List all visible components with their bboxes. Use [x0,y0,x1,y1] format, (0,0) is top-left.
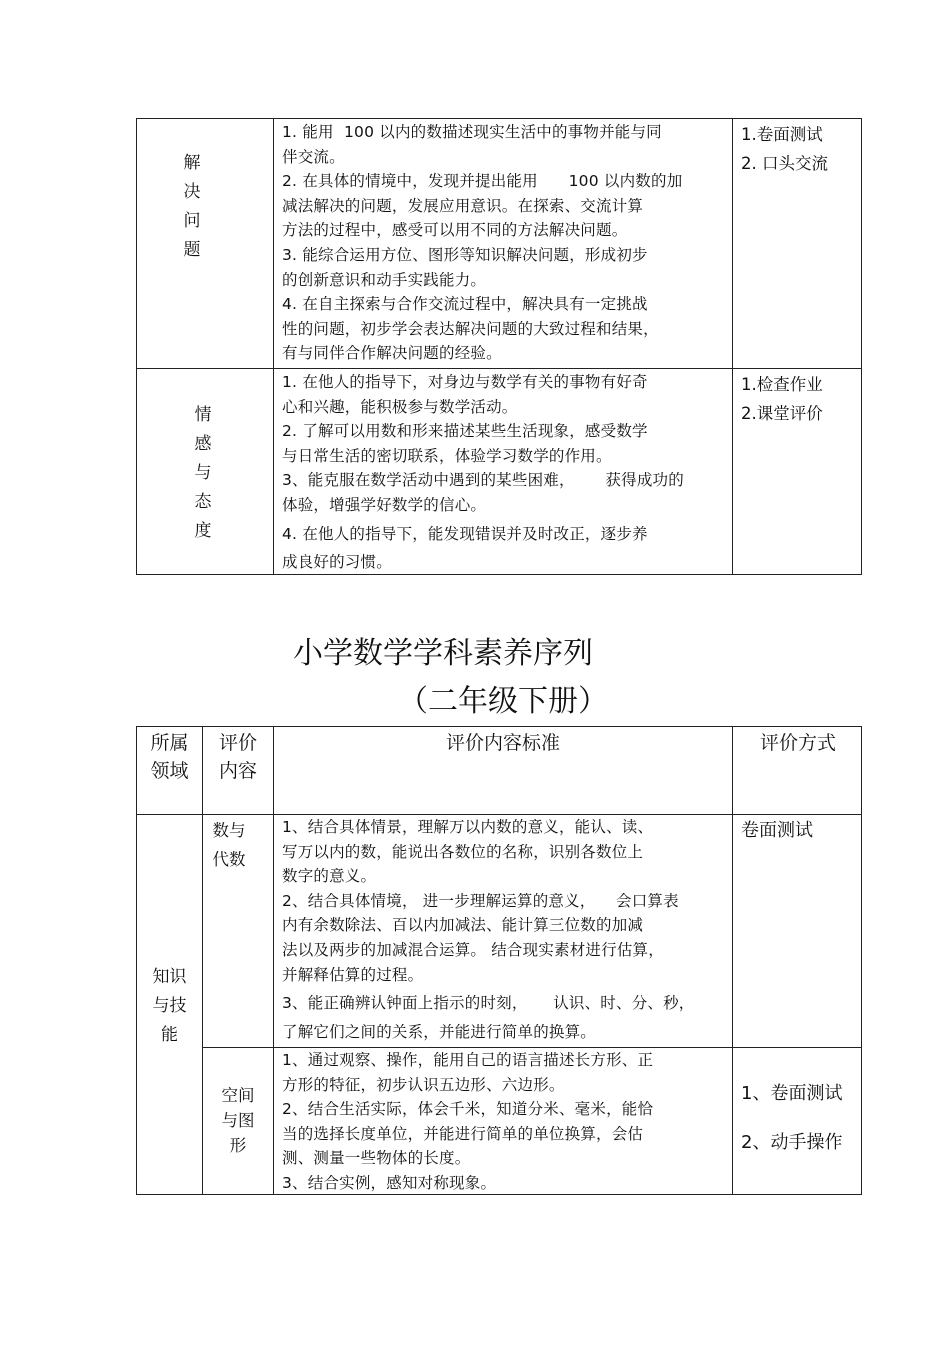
content-line: 心和兴趣，能积极参与数学活动。 [282,397,518,416]
domain-line: 知识 [152,967,187,987]
header-standard: 评价内容标准 [445,732,560,754]
content-line: 2、结合具体情境， 进一步理解运算的意义， 会口算表 [282,891,679,910]
content-line: 法以及两步的加减混合运算。 结合现实素材进行估算， [282,940,664,959]
content-line: 2. 在具体的情境中，发现并提出能用 100 以内数的加 [282,172,683,191]
method-item: 2. 口头交流 [741,154,828,173]
category-cell-problem-solving [137,149,247,265]
item-cell-number-algebra [203,816,255,874]
domain-line: 与技 [152,996,187,1016]
category-cell-emotion-attitude [137,401,269,546]
header-eval-item-line: 内容 [218,760,257,782]
standard-content-cell [282,1048,732,1196]
item-cell-space-shape [203,1083,273,1158]
header-eval-item-line: 评价 [218,732,257,754]
category-char: 感 [194,434,212,454]
evaluation-table-continued [136,118,862,575]
content-line: 3. 能综合运用方位、图形等知识解决问题，形成初步 [282,245,648,264]
standard-content-cell [282,120,732,366]
row-divider [137,368,861,369]
category-char: 解 [183,153,201,173]
content-line: 4. 在他人的指导下，能发现错误并及时改正，逐步养 [282,524,648,543]
method-item: 2、动手操作 [741,1132,843,1153]
content-line: 伴交流。 [282,147,345,166]
item-line: 数与 [212,821,246,840]
content-line: 1. 在他人的指导下，对身边与数学有关的事物有好奇 [282,373,648,391]
category-char: 决 [183,182,201,202]
category-char: 情 [194,405,212,425]
category-char: 题 [183,240,201,260]
method-cell [741,120,859,178]
content-line: 1、通过观察、操作，能用自己的语言描述长方形、正 [282,1051,654,1069]
category-char: 问 [183,211,201,231]
content-line: 方形的特征，初步认识五边形、六边形。 [282,1075,565,1094]
header-domain-line: 领域 [150,760,189,782]
domain-cell [137,963,202,1050]
item-line: 形 [229,1136,247,1155]
column-divider [732,727,733,1194]
content-line: 3、能克服在数学活动中遇到的某些困难， 获得成功的 [282,471,684,490]
content-line: 与日常生活的密切联系，体验学习数学的作用。 [282,446,612,465]
domain-line: 能 [161,1025,178,1045]
header-domain-line: 所属 [150,732,189,754]
category-char: 态 [194,492,212,512]
method-cell [741,1082,863,1155]
category-char: 与 [194,463,212,483]
content-line: 了解它们之间的关系，并能进行简单的换算。 [282,1022,597,1041]
method-cell [741,370,859,428]
column-divider [273,727,274,1194]
content-line: 体验，增强学好数学的信心。 [282,495,487,514]
standard-content-cell [282,370,732,575]
standard-content-cell [282,815,732,1044]
item-line: 代数 [212,850,246,869]
content-line: 的创新意识和动手实践能力。 [282,270,487,289]
item-line: 与图 [221,1111,255,1130]
content-line: 测、测量一些物体的长度。 [282,1149,471,1168]
content-line: 4. 在自主探索与合作交流过程中，解决具有一定挑战 [282,295,648,314]
content-line: 成良好的习惯。 [282,553,392,572]
content-line: 2、结合生活实际，体会千米，知道分米、毫米，能恰 [282,1100,654,1119]
header-method: 评价方式 [759,732,836,754]
page-subtitle: （二年级下册） [398,684,608,719]
method-item: 2.课堂评价 [741,404,823,423]
method-item: 1.卷面测试 [741,125,823,144]
column-divider [732,119,733,574]
content-line: 当的选择长度单位，并能进行简单的单位换算，会估 [282,1124,644,1143]
content-line: 方法的过程中，感受可以用不同的方法解决问题。 [282,221,628,240]
header-domain [137,729,202,785]
method-item: 1、卷面测试 [741,1083,843,1104]
content-line: 1. 能用 100 以内的数描述现实生活中的事物并能与同 [282,123,662,141]
content-line: 3、结合实例，感知对称现象。 [282,1173,497,1192]
category-char: 度 [194,521,212,541]
header-eval-item [203,729,273,785]
content-line: 性的问题，初步学会表达解决问题的大致过程和结果， [282,319,659,338]
content-line: 数字的意义。 [282,867,377,886]
content-line: 减法解决的问题，发展应用意识。在探索、交流计算 [282,196,644,215]
content-line: 1、结合具体情景，理解万以内数的意义，能认、读、 [282,818,654,836]
method-item: 1.检查作业 [741,375,823,394]
content-line: 2. 了解可以用数和形来描述某些生活现象，感受数学 [282,422,648,441]
method-item: 卷面测试 [741,820,813,841]
content-line: 并解释估算的过程。 [282,965,424,984]
item-line: 空间 [221,1086,255,1105]
content-line: 内有余数除法、百以内加减法、能计算三位数的加减 [282,916,644,935]
evaluation-table [136,726,862,1195]
content-line: 写万以内的数，能说出各数位的名称，识别各数位上 [282,842,644,861]
content-line: 有与同伴合作解决问题的经验。 [282,344,502,363]
page-title: 小学数学学科素养序列 [293,636,593,671]
method-cell [741,816,861,845]
content-line: 3、能正确辨认钟面上指示的时刻， 认识、时、分、秒， [282,994,695,1013]
column-divider [273,119,274,574]
